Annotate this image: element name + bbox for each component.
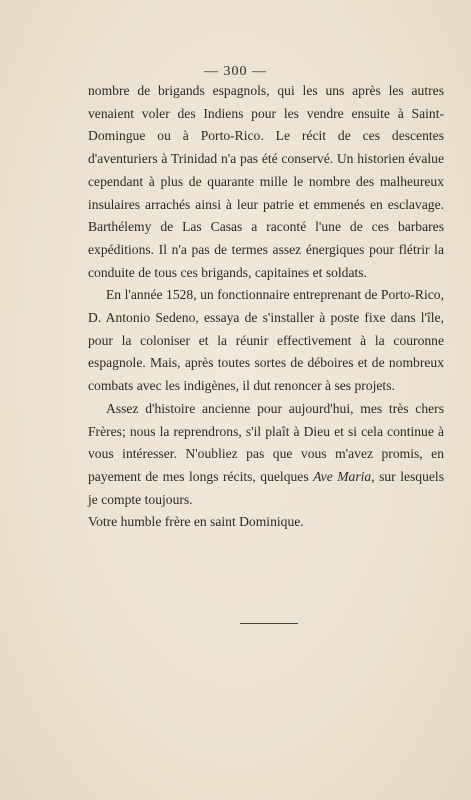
page-number: — 300 — [204,64,267,79]
paragraph-sedeno: En l'année 1528, un fonctionnaire entreprenant de Porto-Rico, D. Antonio Sedeno, essaya de s'installer à poste fixe dans l'île, pour la coloniser et la réunir effectivement à la couronne espagnole. Mais, après toutes sortes de déboires et de nombreux combats avec les indigènes, il dut renoncer à ses projets. [88,287,444,394]
signature: Votre humble frère en saint Dominique. [88,514,304,530]
paragraph-brigands: nombre de brigands espagnols, qui les uns après les autres venaient voler des Indiens pour les vendre ensuite à Saint-Domingue ou à Porto-Rico. Le récit de ces descentes d'aventuriers à Trinidad n'a pas été conservé. Un historien évalue cependant à plus de quarante mille le nombre des malheureux insulaires arrachés ainsi à leur patrie et emmenés en esclavage. Barthélemy de Las Casas a raconté l'une de ces barbares expéditions. Il n'a pas de termes assez énergiques pour flétrir la conduite de tous ces brigands, capitaines et soldats. [88,83,444,280]
closing-text-before: Assez d'histoire ancienne pour aujourd'hui, mes très chers Frères; nous la reprendrons, s'il plaît à Dieu et si cela continue à vous intéresser. N'oubliez pas que vous m'avez promis, en payement de mes longs récits, quelques [88,400,444,484]
closing-italic-ave-maria: Ave Maria [313,468,372,484]
closing-text-after: , sur lesquels je compte toujours. [88,468,444,507]
closing-rule [240,623,298,624]
body-text [88,80,444,534]
paragraph-closing [88,398,444,512]
